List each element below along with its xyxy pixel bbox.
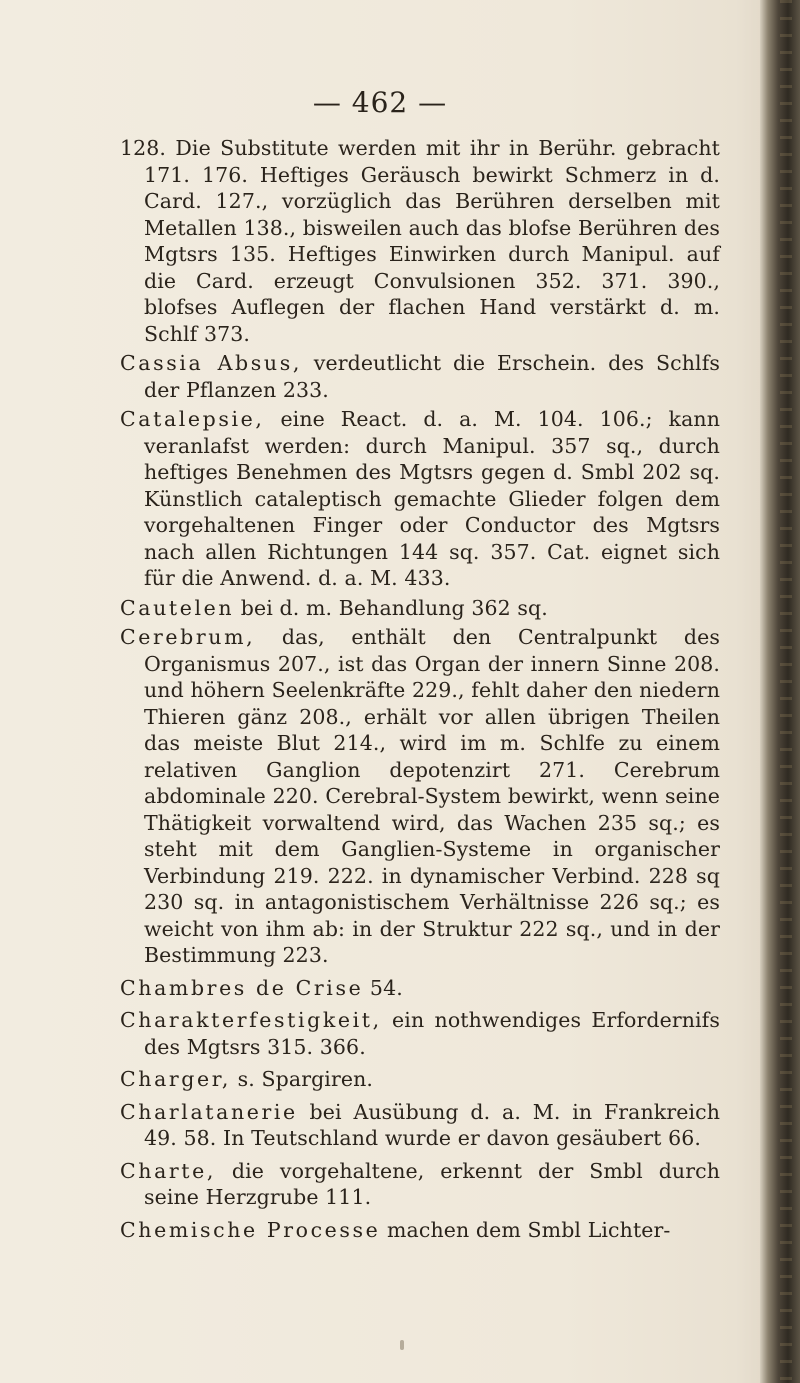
entry-head: Charakterfestigkeit, (120, 1008, 382, 1032)
index-entry (120, 406, 720, 592)
entry-head: Cassia Absus, (120, 351, 302, 375)
entry-head: Cautelen (120, 595, 235, 620)
index-entry (120, 1158, 720, 1211)
entry-text: 128. Die Substitute werden mit ihr in Berühr. gebracht 171. 176. Heftiges Geräusch bewirkt Schmerz in d. Card. 127., vorzüglich das Berühren derselben mit Metallen 138., bisweilen auch das blofse Berühren des Mgtsrs 135. Heftiges Einwirken durch Manipul. auf die Card. erzeugt Convulsionen 352. 371. 390., blofses Auflegen der flachen Hand verstärkt d. m. Schlf 373. (120, 136, 720, 346)
entry-text: machen dem Smbl Lichter- (380, 1217, 671, 1242)
index-entry (120, 975, 720, 1002)
entry-head: Chemische Processe (120, 1217, 381, 1242)
entry-head: Catalepsie, (120, 407, 265, 431)
index-entry (120, 1066, 720, 1093)
entry-text: bei Ausübung d. a. M. in Frankreich 49. 58. In Teutschland wurde er davon gesäubert 66. (144, 1099, 720, 1150)
index-entry (120, 624, 720, 969)
entry-text: ein nothwendiges Erfordernifs des Mgtsrs 315. 366. (144, 1008, 720, 1059)
text-column (120, 135, 720, 1243)
ink-smudge (400, 1340, 404, 1350)
entry-text: bei d. m. Behandlung 362 sq. (234, 595, 548, 620)
entry-text: verdeutlicht die Erschein. des Schlfs der Pflanzen 233. (144, 351, 720, 402)
entry-text: 54. (363, 975, 403, 1000)
index-entry (120, 1007, 720, 1060)
index-entry (120, 135, 720, 347)
entry-text: das, enthält den Centralpunkt des Organismus 207., ist das Organ der innern Sinne 208. und höhern Seelenkräfte 229., fehlt daher den niedern Thieren gänz 208., erhält vor allen übrigen Theilen das meiste Blut 214., wird im m. Schlfe zu einem relativen Ganglion depotenzirt 271. Cerebrum abdominale 220. Cerebral-System bewirkt, wenn seine Thätigkeit vorwaltend wird, das Wachen 235 sq.; es steht mit dem Ganglien-Systeme in organischer Verbindung 219. 222. in dynamischer Verbind. 228 sq 230 sq. in antagonistischem Verhältnisse 226 sq.; es weicht von ihm ab: in der Struktur 222 sq., und in der Bestimmung 223. (144, 625, 720, 967)
index-entry (120, 1099, 720, 1152)
entry-head: Charger, (120, 1067, 232, 1091)
entry-head: Chambres de Crise (120, 975, 364, 1000)
entry-head: Cerebrum, (120, 625, 256, 649)
entry-text: die vorgehaltene, erkennt der Smbl durch seine Herzgrube 111. (144, 1158, 720, 1209)
index-entry (120, 350, 720, 403)
entry-head: Charte, (120, 1158, 216, 1183)
entry-head: Charlatanerie (120, 1099, 298, 1124)
entry-text: eine React. d. a. M. 104. 106.; kann veranlafst werden: durch Manipul. 357 sq., durch heftiges Benehmen des Mgtsrs gegen d. Smbl 202 sq. Künstlich cataleptisch gemachte Glieder folgen dem vorgehaltenen Finger oder Conductor des Mgtsrs nach allen Richtungen 144 sq. 357. Cat. eignet sich für die Anwend. d. a. M. 433. (144, 407, 720, 590)
entry-text: s. Spargiren. (231, 1067, 374, 1091)
page-number-header: — 462 — (312, 86, 448, 119)
index-entry (120, 1217, 720, 1244)
index-entry (120, 595, 720, 622)
page-edge-texture (780, 0, 792, 1383)
